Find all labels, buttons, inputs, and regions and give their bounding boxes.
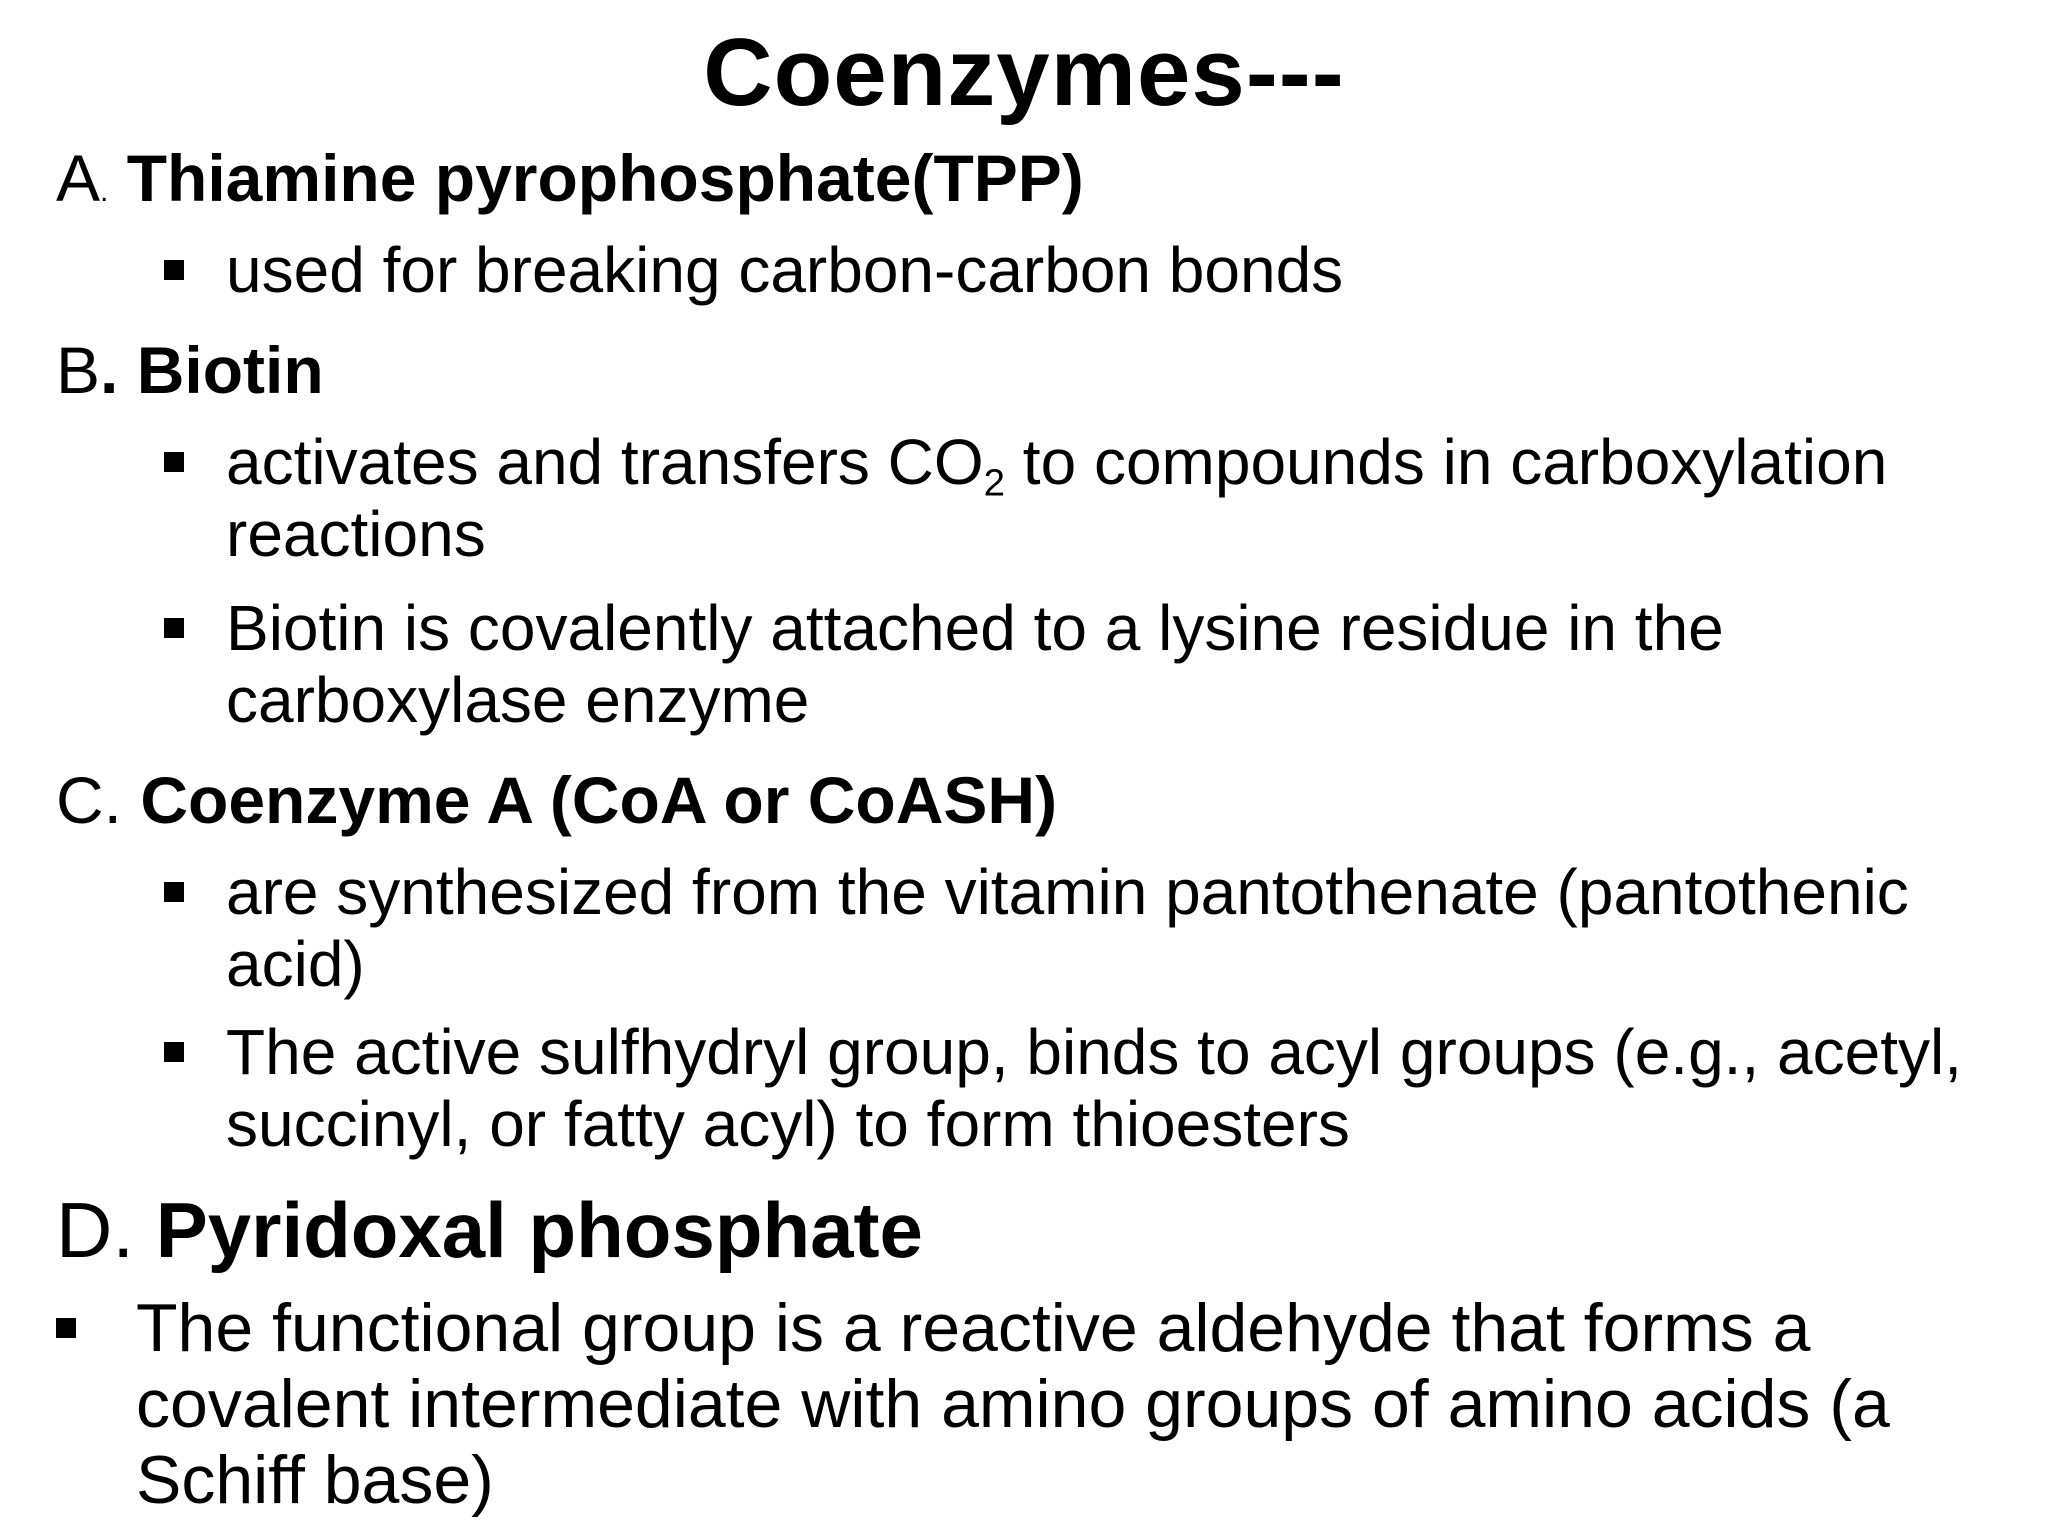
bullet-item <box>164 1016 2024 1160</box>
section-dot: . <box>112 1186 135 1274</box>
section-dot: . <box>100 333 119 407</box>
section-heading-a <box>56 140 1084 230</box>
section-name: Pyridoxal phosphate <box>155 1186 923 1274</box>
section-letter: C <box>56 763 104 837</box>
square-bullet-icon <box>164 452 184 472</box>
section-heading-b <box>56 332 324 408</box>
bullet-item <box>164 426 2024 570</box>
subscript: 2 <box>983 461 1006 505</box>
bullet-text: are synthesized from the vitamin pantothenate (pantothenic acid) <box>226 856 1909 1000</box>
bullet-text: Biotin is covalently attached to a lysine residue in the carboxylase enzyme <box>226 592 1724 736</box>
square-bullet-icon <box>164 1042 184 1062</box>
section-dot: . <box>100 175 109 208</box>
bullet-item <box>164 592 2024 736</box>
section-heading-c <box>56 762 1057 838</box>
bullet-text <box>226 426 2024 570</box>
section-name: Biotin <box>136 333 324 407</box>
bullet-text-part: to compounds in carboxylation reactions <box>226 426 1888 570</box>
section-letter: B <box>56 333 101 407</box>
bullet-item <box>164 234 2024 306</box>
bullet-item <box>56 1290 2016 1518</box>
square-bullet-icon <box>56 1318 76 1338</box>
bullet-text-part: activates and transfers CO <box>226 426 984 498</box>
square-bullet-icon <box>164 260 184 280</box>
bullet-text: used for breaking carbon-carbon bonds <box>226 234 1344 306</box>
section-name: Thiamine pyrophosphate(TPP) <box>126 141 1084 215</box>
section-heading-d <box>56 1186 923 1274</box>
bullet-text: The functional group is a reactive aldehyde that forms a covalent intermediate with amino groups of amino acids (a Schiff base) <box>136 1290 1890 1518</box>
section-letter: A <box>56 141 101 215</box>
slide-title: Coenzymes--- <box>703 19 1345 126</box>
square-bullet-icon <box>164 618 184 638</box>
section-dot: . <box>103 763 123 837</box>
section-name: Coenzyme A (CoA or CoASH) <box>140 763 1058 837</box>
square-bullet-icon <box>164 882 184 902</box>
section-letter: D <box>56 1186 113 1274</box>
bullet-text: The active sulfhydryl group, binds to acyl groups (e.g., acetyl, succinyl, or fatty acyl) to form thioesters <box>226 1016 1962 1160</box>
bullet-item <box>164 856 2024 1000</box>
